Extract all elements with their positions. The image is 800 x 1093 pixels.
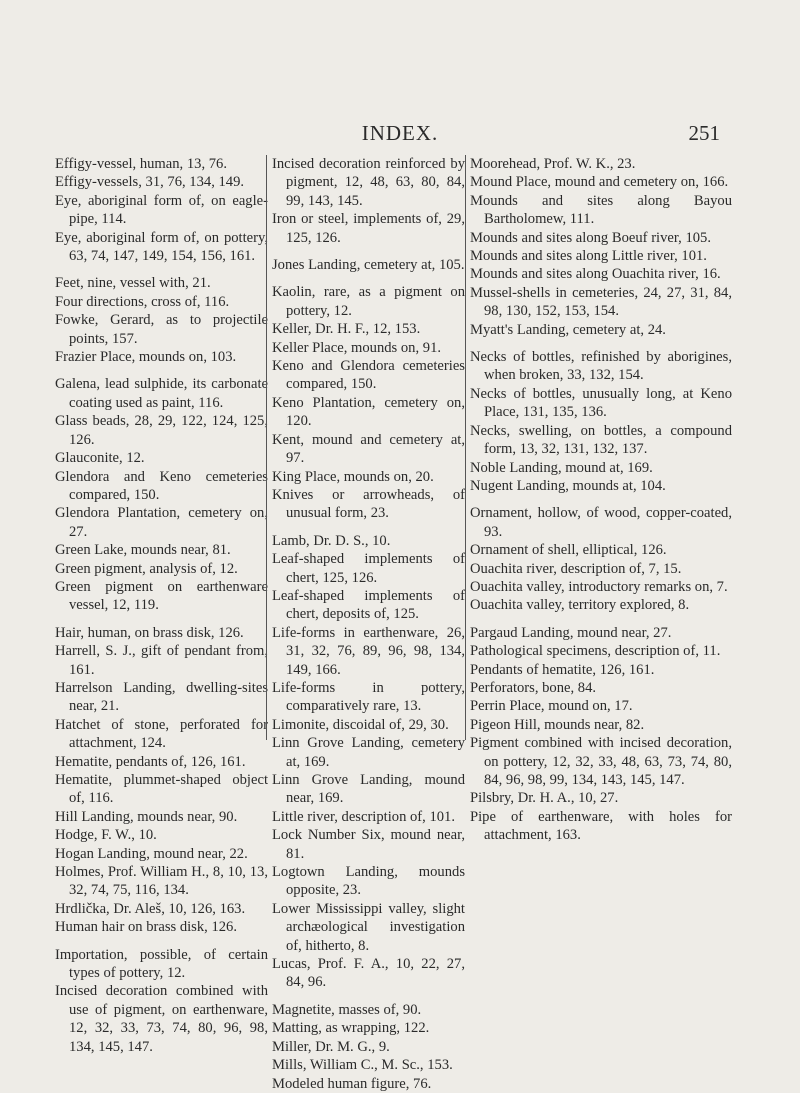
index-entry: Green pigment on earthenware vessel, 12, 119. (55, 578, 268, 614)
index-entry: Glendora Plantation, cemetery on, 27. (55, 505, 268, 540)
index-entry: Effigy-vessel, human, 13, 76. (55, 156, 227, 172)
index-entry: Lamb, Dr. D. S., 10. (272, 532, 391, 549)
index-entry: Limonite, discoidal of, 29, 30. (272, 716, 449, 733)
index-entry: Leaf-shaped implements of chert, deposits of, 125. (272, 587, 465, 623)
index-entry: Lock Number Six, mound near, 81. (272, 827, 465, 862)
index-entry: Necks of bottles, refinished by aborigines, when broken, 33, 132, 154. (470, 349, 732, 384)
index-entry: Ouachita river, description of, 7, 15. (470, 560, 682, 577)
index-entry: Mounds and sites along Bayou Bartholomew, 111. (470, 192, 732, 228)
index-entry: Little river, description of, 101. (272, 808, 456, 825)
index-entry: Mussel-shells in cemeteries, 24, 27, 31, 84, 98, 130, 152, 153, 154. (470, 284, 732, 320)
index-entry: Jones Landing, cemetery at, 105. (272, 257, 465, 274)
index-entry: King Place, mounds on, 20. (272, 468, 434, 485)
index-entry: Mounds and sites along Little river, 101. (470, 248, 707, 265)
index-entry: Lucas, Prof. F. A., 10, 22, 27, 84, 96. (272, 956, 465, 991)
index-entry: Ornament, hollow, of wood, copper-coated, 93. (470, 505, 732, 540)
index-entry: Life-forms in pottery, comparatively rare, 13. (272, 679, 465, 715)
index-entry: Perforators, bone, 84. (470, 679, 597, 696)
index-column-2 (272, 155, 465, 1093)
index-entry: Myatt's Landing, cemetery at, 24. (470, 321, 666, 338)
index-entry: Linn Grove Landing, cemetery at, 169. (272, 735, 465, 770)
index-entry: Nugent Landing, mounds at, 104. (470, 477, 666, 494)
index-entry: Kaolin, rare, as a pigment on pottery, 12. (272, 284, 465, 319)
index-column-1 (55, 155, 268, 1056)
index-entry: Pipe of earthenware, with holes for attachment, 163. (470, 808, 732, 844)
index-entry: Keller Place, mounds on, 91. (272, 339, 442, 356)
index-entry: Glendora and Keno cemeteries compared, 150. (55, 468, 268, 503)
index-entry: Incised decoration reinforced by pigment, 12, 48, 63, 80, 84, 99, 143, 145. (272, 156, 465, 209)
index-entry: Pendants of hematite, 126, 161. (470, 661, 655, 678)
index-entry: Life-forms in earthenware, 26, 31, 32, 76, 89, 96, 98, 134, 149, 166. (272, 624, 465, 678)
index-entry: Necks, swelling, on bottles, a compound form, 13, 32, 131, 132, 137. (470, 422, 732, 458)
index-entry: Leaf-shaped implements of chert, 125, 126. (272, 551, 465, 586)
index-entry: Frazier Place, mounds on, 103. (55, 349, 237, 366)
index-entry: Glauconite, 12. (55, 450, 145, 467)
index-entry: Four directions, cross of, 116. (55, 293, 230, 310)
index-entry: Hematite, pendants of, 126, 161. (55, 753, 246, 770)
index-entry: Green Lake, mounds near, 81. (55, 542, 231, 559)
index-entry: Green pigment, analysis of, 12. (55, 560, 238, 577)
index-entry: Modeled human figure, 76. (272, 1075, 432, 1092)
index-entry: Kent, mound and cemetery at, 97. (272, 431, 465, 467)
index-entry: Pargaud Landing, mound near, 27. (470, 624, 672, 641)
index-entry: Lower Mississippi valley, slight archæological investigation of, hitherto, 8. (272, 900, 465, 954)
index-entry: Keno Plantation, cemetery on, 120. (272, 394, 465, 430)
index-entry: Keno and Glendora cemeteries compared, 150. (272, 358, 465, 393)
index-entry: Iron or steel, implements of, 29, 125, 126. (272, 211, 465, 246)
index-entry: Noble Landing, mound at, 169. (470, 459, 653, 476)
index-entry: Moorehead, Prof. W. K., 23. (470, 156, 636, 172)
index-entry: Pigeon Hill, mounds near, 82. (470, 716, 645, 733)
index-entry: Eye, aboriginal form of, on pottery, 63, 74, 147, 149, 154, 156, 161. (55, 229, 268, 265)
index-entry: Pathological specimens, description of, 11. (470, 643, 721, 660)
index-entry: Galena, lead sulphide, its carbonate coating used as paint, 116. (55, 376, 268, 411)
index-entry: Effigy-vessels, 31, 76, 134, 149. (55, 174, 245, 191)
index-entry: Hatchet of stone, perforated for attachment, 124. (55, 716, 268, 752)
index-entry: Incised decoration combined with use of pigment, on earthenware, 12, 32, 33, 73, 74, 80, 96, 98, 134, 145, 147. (55, 983, 268, 1055)
index-entry: Perrin Place, mound on, 17. (470, 698, 633, 715)
index-column-3 (470, 155, 732, 845)
column-divider (465, 155, 466, 740)
index-entry: Logtown Landing, mounds opposite, 23. (272, 864, 465, 899)
index-entry: Mounds and sites along Ouachita river, 16. (470, 266, 721, 283)
index-entry: Hill Landing, mounds near, 90. (55, 808, 238, 825)
index-entry: Linn Grove Landing, mound near, 169. (272, 772, 465, 807)
index-entry: Magnetite, masses of, 90. (272, 1001, 422, 1018)
index-entry: Hrdlička, Dr. Aleš, 10, 126, 163. (55, 900, 246, 917)
index-entry: Pilsbry, Dr. H. A., 10, 27. (470, 790, 619, 807)
index-entry: Miller, Dr. M. G., 9. (272, 1038, 390, 1055)
page-number: 251 (688, 121, 720, 145)
index-entry: Keller, Dr. H. F., 12, 153. (272, 321, 421, 338)
index-entry: Eye, aboriginal form of, on eagle-pipe, 114. (55, 192, 268, 228)
index-entry: Glass beads, 28, 29, 122, 124, 125, 126. (55, 413, 268, 448)
index-entry: Harrell, S. J., gift of pendant from, 161. (55, 643, 268, 678)
index-entry: Necks of bottles, unusually long, at Keno Place, 131, 135, 136. (470, 385, 732, 421)
index-entry: Pigment combined with incised decoration, on pottery, 12, 32, 33, 48, 63, 73, 74, 80, 84, 96, 98, 99, 134, 143, 145, 147. (470, 735, 732, 788)
index-entry: Ornament of shell, elliptical, 126. (470, 542, 667, 559)
index-entry: Importation, possible, of certain types of pottery, 12. (55, 946, 268, 982)
index-entry: Hematite, plummet-shaped object of, 116. (55, 772, 268, 807)
index-entry: Matting, as wrapping, 122. (272, 1020, 430, 1037)
index-entry: Harrelson Landing, dwelling-sites near, 21. (55, 679, 268, 715)
index-entry: Mounds and sites along Boeuf river, 105. (470, 229, 711, 246)
column-divider (266, 155, 267, 740)
index-entry: Hair, human, on brass disk, 126. (55, 624, 244, 641)
index-entry: Ouachita valley, introductory remarks on, 7. (470, 578, 728, 595)
index-entry: Human hair on brass disk, 126. (55, 919, 237, 936)
index-entry: Feet, nine, vessel with, 21. (55, 275, 211, 292)
index-entry: Hodge, F. W., 10. (55, 827, 157, 844)
index-entry: Holmes, Prof. William H., 8, 10, 13, 32, 74, 75, 116, 134. (55, 864, 268, 899)
index-entry: Knives or arrowheads, of unusual form, 23. (272, 486, 465, 522)
index-entry: Hogan Landing, mound near, 22. (55, 845, 248, 862)
page-title: INDEX. (361, 121, 439, 145)
index-entry: Mound Place, mound and cemetery on, 166. (470, 174, 729, 191)
index-entry: Mills, William C., M. Sc., 153. (272, 1057, 453, 1074)
index-entry: Ouachita valley, territory explored, 8. (470, 597, 690, 614)
index-entry: Fowke, Gerard, as to projectile points, 157. (55, 312, 268, 347)
